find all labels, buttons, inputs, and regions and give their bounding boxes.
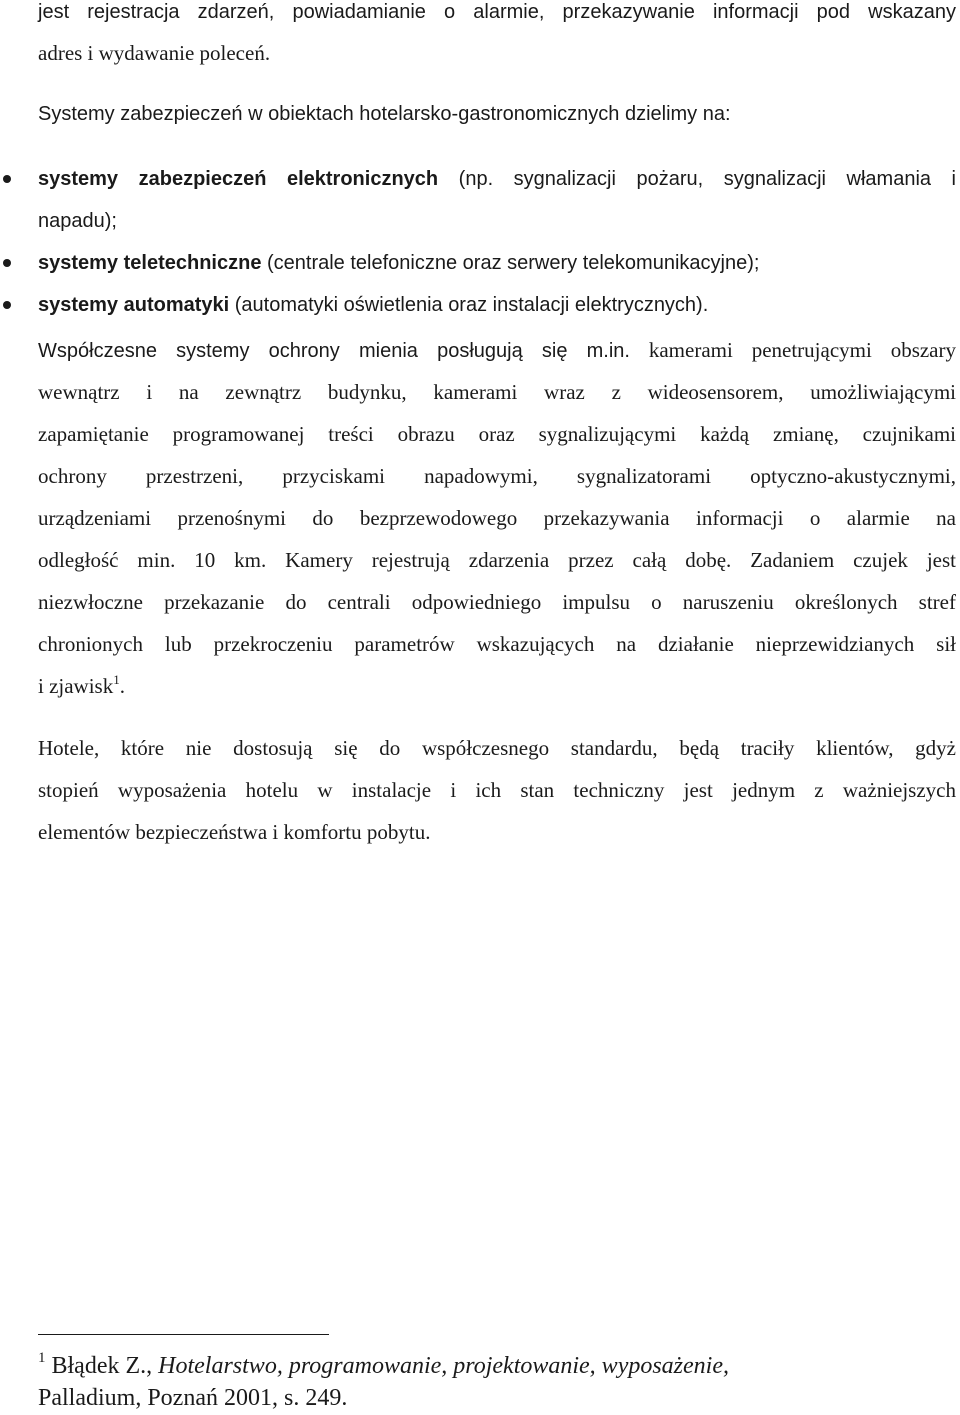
bullet-icon xyxy=(3,301,11,309)
list-item-bold: systemy automatyki xyxy=(38,294,230,316)
list-item-bold: systemy zabezpieczeń elektronicznych xyxy=(38,168,439,190)
list-item xyxy=(38,166,956,192)
paragraph-line xyxy=(38,673,125,699)
paragraph-line: urządzeniami przenośnymi do bezprzewodowego przekazywania informacji o alarmie na xyxy=(38,506,956,530)
paragraph-line: niezwłoczne przekazanie do centrali odpowiedniego impulsu o naruszeniu określonych stref xyxy=(38,590,956,614)
footnote-separator xyxy=(38,1334,329,1335)
footnote-title: Hotelarstwo, programowanie, projektowanie, wyposażenie, xyxy=(152,1353,729,1379)
paragraph-text: i zjawisk xyxy=(38,674,114,698)
footnote-number: 1 xyxy=(38,1350,46,1366)
paragraph-sans-start: Współczesne systemy ochrony mienia posługują się m.in. xyxy=(38,340,630,362)
paragraph-line: jest rejestracja zdarzeń, powiadamianie o alarmie, przekazywanie informacji pod wskazany xyxy=(38,1,956,23)
list-item-bold: systemy teletechniczne xyxy=(38,252,262,274)
paragraph-text: . xyxy=(119,674,125,698)
paragraph-line: chronionych lub przekroczeniu parametrów wskazujących na działanie nieprzewidzianych sił xyxy=(38,632,956,656)
paragraph-line: elementów bezpieczeństwa i komfortu pobytu. xyxy=(38,820,431,844)
paragraph-line: adres i wydawanie poleceń. xyxy=(38,41,271,65)
paragraph-line: Hotele, które nie dostosują się do współczesnego standardu, będą traciły klientów, gdyż xyxy=(38,736,956,760)
paragraph-serif-text: kamerami penetrującymi obszary xyxy=(629,338,956,362)
paragraph-line: wewnątrz i na zewnątrz budynku, kamerami wraz z wideosensorem, umożliwiającymi xyxy=(38,380,956,404)
list-item-text: (centrale telefoniczne oraz serwery telekomunikacyjne); xyxy=(261,252,760,274)
footnote-line: Palladium, Poznań 2001, s. 249. xyxy=(38,1385,348,1411)
paragraph-line: odległość min. 10 km. Kamery rejestrują zdarzenia przez całą dobę. Zadaniem czujek jest xyxy=(38,548,956,572)
list-item-text: (np. sygnalizacji pożaru, sygnalizacji włamania i xyxy=(438,168,956,190)
paragraph-line: ochrony przestrzeni, przyciskami napadowymi, sygnalizatorami optyczno-akustycznymi, xyxy=(38,464,956,488)
paragraph-line: stopień wyposażenia hotelu w instalacje i ich stan techniczny jest jednym z ważniejszych xyxy=(38,778,956,802)
list-item-text: (automatyki oświetlenia oraz instalacji elektrycznych). xyxy=(229,294,709,316)
list-intro: Systemy zabezpieczeń w obiektach hotelarsko-gastronomicznych dzielimy na: xyxy=(38,103,731,125)
list-item-continuation: napadu); xyxy=(38,210,117,232)
bullet-icon xyxy=(3,175,11,183)
paragraph-line xyxy=(38,337,956,366)
list-item xyxy=(38,250,759,276)
paragraph-line: zapamiętanie programowanej treści obrazu oraz sygnalizującymi każdą zmianę, czujnikami xyxy=(38,422,956,446)
bullet-icon xyxy=(3,259,11,267)
list-item xyxy=(38,292,708,318)
footnote-author: Błądek Z., xyxy=(45,1353,153,1379)
footnote-reference: 1 xyxy=(113,672,120,687)
footnote xyxy=(38,1352,729,1380)
